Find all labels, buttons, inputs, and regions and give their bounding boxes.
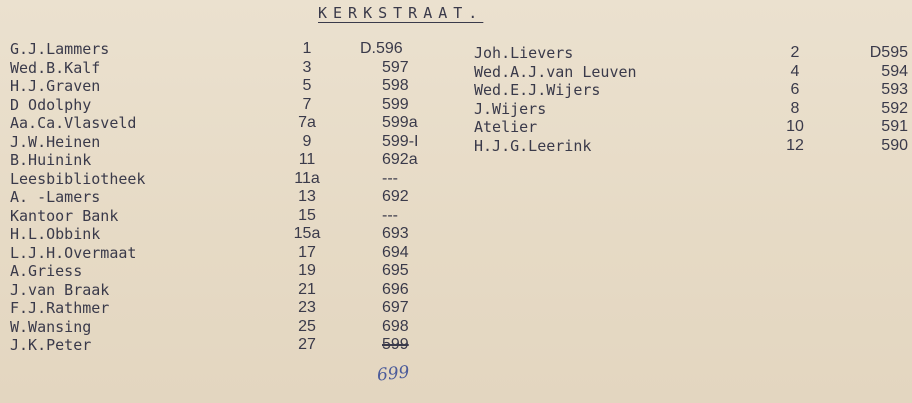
register-code: 598 (382, 77, 409, 94)
register-code: 696 (382, 280, 409, 298)
register-code: 694 (382, 243, 409, 261)
house-number: 23 (298, 299, 316, 316)
register-code: 698 (382, 317, 409, 335)
house-number: 11a (294, 169, 320, 187)
resident-name: Kantoor Bank (10, 206, 119, 225)
resident-name: L.J.H.Overmaat (10, 243, 137, 262)
resident-name: B.Huinink (10, 151, 92, 169)
house-number: 25 (298, 317, 316, 335)
house-number: 15 (298, 206, 316, 224)
house-number: 15a (293, 225, 321, 242)
house-number: 19 (298, 262, 316, 279)
register-code: 692 (382, 188, 409, 205)
register-code: 697 (382, 299, 409, 316)
resident-name: A. -Lamers (10, 188, 101, 206)
register-code: D.596 (360, 40, 403, 57)
house-number: 6 (790, 81, 800, 98)
register-code: 597 (382, 58, 409, 76)
resident-name: Leesbibliotheek (10, 169, 146, 188)
resident-name: D Odolphy (10, 95, 92, 114)
resident-name: J.K.Peter (10, 336, 92, 354)
register-code: 590 (881, 136, 908, 154)
resident-name: J.van Braak (10, 280, 110, 299)
house-number: 4 (790, 62, 800, 80)
register-code: 599a (382, 114, 418, 131)
house-number: 13 (298, 188, 316, 205)
register-code: 599-I (382, 132, 419, 150)
right-codes-column (852, 44, 908, 155)
house-number: 3 (302, 58, 312, 76)
handwritten-correction: 699 (376, 362, 411, 386)
house-number: 27 (298, 336, 316, 353)
register-code: --- (382, 169, 398, 187)
resident-name: Wed.A.J.van Leuven (474, 62, 637, 81)
left-names-column (10, 40, 145, 355)
resident-name: W.Wansing (10, 317, 92, 336)
house-number: 1 (302, 40, 312, 57)
resident-name: F.J.Rathmer (10, 299, 110, 317)
register-code: 692a (382, 151, 418, 168)
left-house-numbers-column (287, 40, 327, 355)
struck-register-code: 599 (382, 336, 409, 353)
resident-name: Atelier (474, 118, 538, 136)
resident-name: H.L.Obbink (10, 225, 101, 243)
register-code: 591 (881, 118, 908, 135)
house-number: 9 (302, 132, 312, 150)
left-codes-column (360, 40, 440, 355)
resident-name: H.J.Graven (10, 77, 101, 95)
register-code: 599 (382, 95, 409, 113)
house-number: 5 (302, 77, 312, 94)
register-code: --- (382, 206, 398, 224)
register-code: 594 (881, 62, 908, 80)
house-number: 7a (298, 114, 316, 131)
register-code: 592 (881, 99, 908, 117)
resident-name: J.W.Heinen (10, 132, 101, 151)
house-number: 10 (786, 118, 804, 135)
right-names-column (474, 44, 637, 155)
register-code: D595 (869, 44, 908, 61)
resident-name: J.Wijers (474, 99, 547, 118)
resident-name: Wed.E.J.Wijers (474, 81, 601, 99)
house-number: 7 (302, 95, 312, 113)
resident-name: Aa.Ca.Vlasveld (10, 114, 137, 132)
register-code: 695 (382, 262, 409, 279)
resident-name: H.J.G.Leerink (474, 136, 592, 155)
house-number: 17 (298, 243, 316, 261)
resident-name: A.Griess (10, 262, 83, 280)
page-title: KERKSTRAAT. (318, 4, 484, 22)
register-code: 693 (382, 225, 409, 242)
house-number: 8 (790, 99, 800, 117)
resident-name: Joh.Lievers (474, 44, 574, 62)
resident-name: G.J.Lammers (10, 40, 110, 58)
house-number: 2 (790, 44, 800, 61)
right-house-numbers-column (775, 44, 815, 155)
house-number: 11 (298, 151, 316, 168)
register-code: 593 (881, 81, 908, 98)
resident-name: Wed.B.Kalf (10, 58, 101, 77)
house-number: 12 (786, 136, 804, 154)
house-number: 21 (298, 280, 316, 298)
